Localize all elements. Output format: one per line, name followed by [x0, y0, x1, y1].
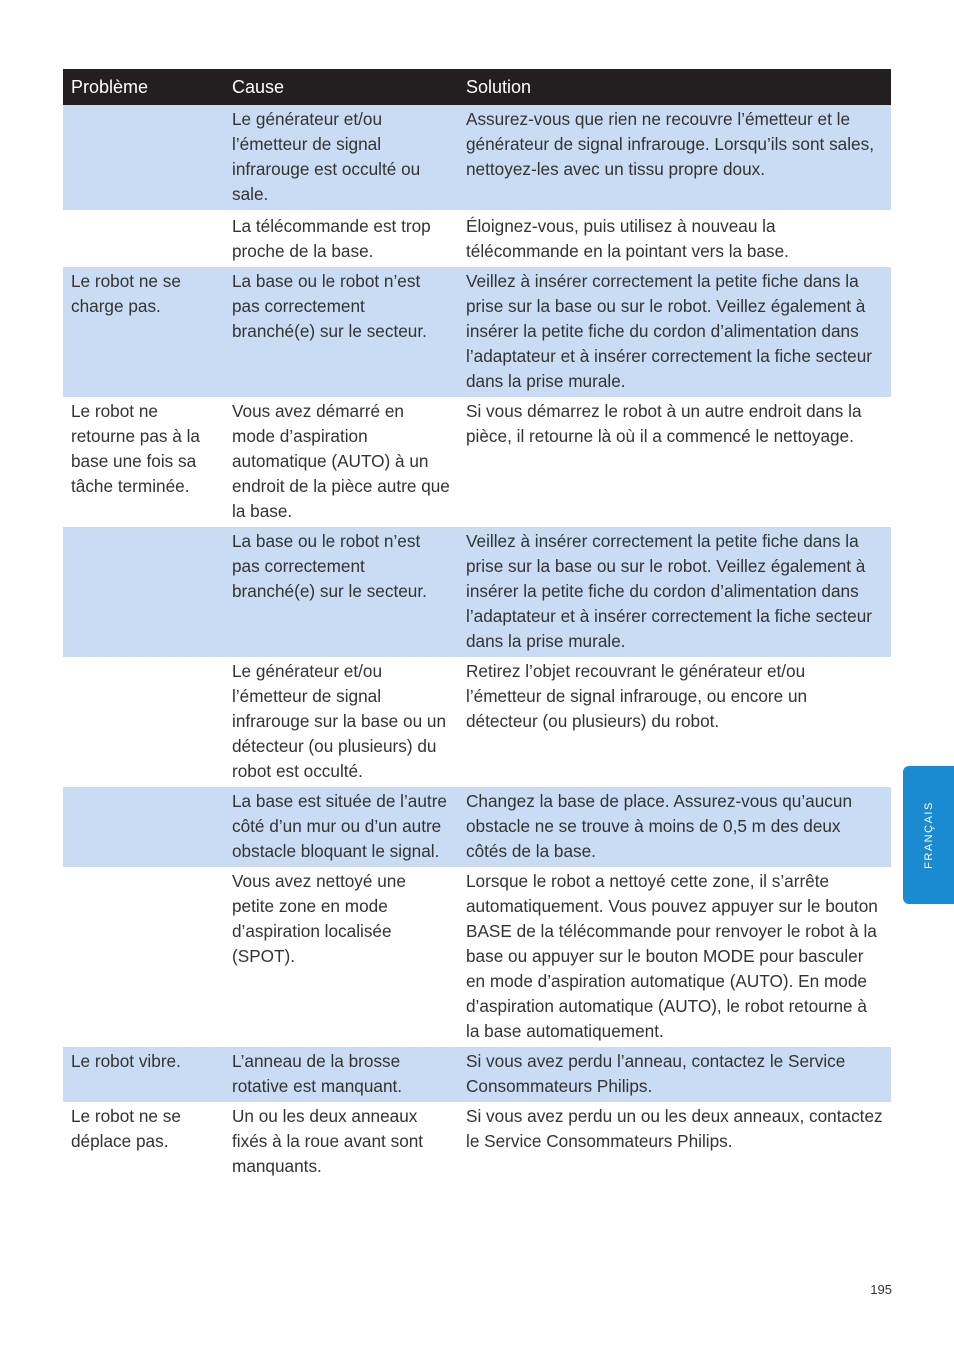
solution-cell: Si vous démarrez le robot à un autre endroit dans la pièce, il retourne là où il a commencé le nettoyage.: [466, 401, 862, 446]
cause-cell: Vous avez nettoyé une petite zone en mode d’aspiration localisée (SPOT).: [232, 871, 406, 966]
table-header-row: [63, 69, 891, 105]
header-cause: Cause: [224, 69, 458, 105]
problem-cell: [63, 657, 224, 787]
table-row: [63, 397, 891, 527]
cause-cell: Le générateur et/ou l’émetteur de signal infrarouge sur la base ou un détecteur (ou plusieurs) du robot est occulté.: [232, 661, 447, 781]
problem-cell: [63, 527, 224, 657]
page-number: 195: [870, 1282, 892, 1297]
table-row: [63, 1102, 891, 1182]
solution-cell: Éloignez-vous, puis utilisez à nouveau la télécommande en la pointant vers la base.: [458, 211, 891, 267]
table-row: [63, 1047, 891, 1102]
solution-cell: Retirez l’objet recouvrant le générateur et/ou l’émetteur de signal infrarouge, ou encore un détecteur (ou plusieurs) du robot.: [466, 661, 808, 731]
solution-cell: Lorsque le robot a nettoyé cette zone, il s’arrête automatiquement. Vous pouvez appuyer sur le bouton BASE de la télécommande pour renvoyer le robot à la base ou appuyer sur le bouton MODE pour basculer en mode d’aspiration automatique (AUTO). En mode d’aspiration automatique (AUTO), le robot retourne à la base automatiquement.: [466, 871, 878, 1041]
solution-cell: Si vous avez perdu un ou les deux anneaux, contactez le Service Consommateurs Philips.: [466, 1106, 883, 1151]
table-row: [63, 657, 891, 787]
problem-cell: [63, 211, 224, 267]
table-row: [63, 211, 891, 267]
problem-cell: Le robot vibre.: [63, 1047, 224, 1102]
solution-cell: Veillez à insérer correctement la petite fiche dans la prise sur la base ou sur le robot. Veillez également à insérer la petite fiche du cordon d’alimentation dans l’adaptateur et à insérer correctement la fiche secteur dans la prise murale.: [458, 527, 891, 657]
solution-cell: Changez la base de place. Assurez-vous qu’aucun obstacle ne se trouve à moins de 0,5 m des deux côtés de la base.: [458, 787, 891, 867]
cause-cell: La base est située de l’autre côté d’un mur ou d’un autre obstacle bloquant le signal.: [224, 787, 458, 867]
cause-cell: La base ou le robot n’est pas correctement branché(e) sur le secteur.: [224, 267, 458, 397]
table-row: [63, 787, 891, 867]
troubleshooting-table: [63, 69, 891, 1182]
problem-cell: Le robot ne retourne pas à la base une fois sa tâche terminée.: [71, 401, 200, 496]
table-row: [63, 527, 891, 657]
cause-cell: L’anneau de la brosse rotative est manquant.: [224, 1047, 458, 1102]
problem-cell: [63, 105, 224, 211]
cause-cell: Le générateur et/ou l’émetteur de signal infrarouge est occulté ou sale.: [224, 105, 458, 211]
table-row: [63, 267, 891, 397]
table-row: [63, 867, 891, 1047]
header-solution: Solution: [458, 69, 891, 105]
table-row: [63, 105, 891, 211]
solution-cell: Assurez-vous que rien ne recouvre l’émetteur et le générateur de signal infrarouge. Lorsqu’ils sont sales, nettoyez-les avec un tissu propre doux.: [458, 105, 891, 211]
problem-cell: Le robot ne se déplace pas.: [71, 1106, 181, 1151]
cause-cell: La télécommande est trop proche de la base.: [224, 211, 458, 267]
problem-cell: Le robot ne se charge pas.: [63, 267, 224, 397]
cause-cell: La base ou le robot n’est pas correctement branché(e) sur le secteur.: [224, 527, 458, 657]
language-tab: [903, 766, 954, 904]
problem-cell: [63, 867, 224, 1047]
solution-cell: Si vous avez perdu l’anneau, contactez le Service Consommateurs Philips.: [458, 1047, 891, 1102]
language-label: FRANÇAIS: [922, 801, 935, 869]
cause-cell: Un ou les deux anneaux fixés à la roue avant sont manquants.: [232, 1106, 424, 1176]
cause-cell: Vous avez démarré en mode d’aspiration automatique (AUTO) à un endroit de la pièce autre que la base.: [232, 401, 450, 521]
problem-cell: [63, 787, 224, 867]
header-problem: Problème: [63, 69, 224, 105]
solution-cell: Veillez à insérer correctement la petite fiche dans la prise sur la base ou sur le robot. Veillez également à insérer la petite fiche du cordon d’alimentation dans l’adaptateur et à insérer correctement la fiche secteur dans la prise murale.: [458, 267, 891, 397]
